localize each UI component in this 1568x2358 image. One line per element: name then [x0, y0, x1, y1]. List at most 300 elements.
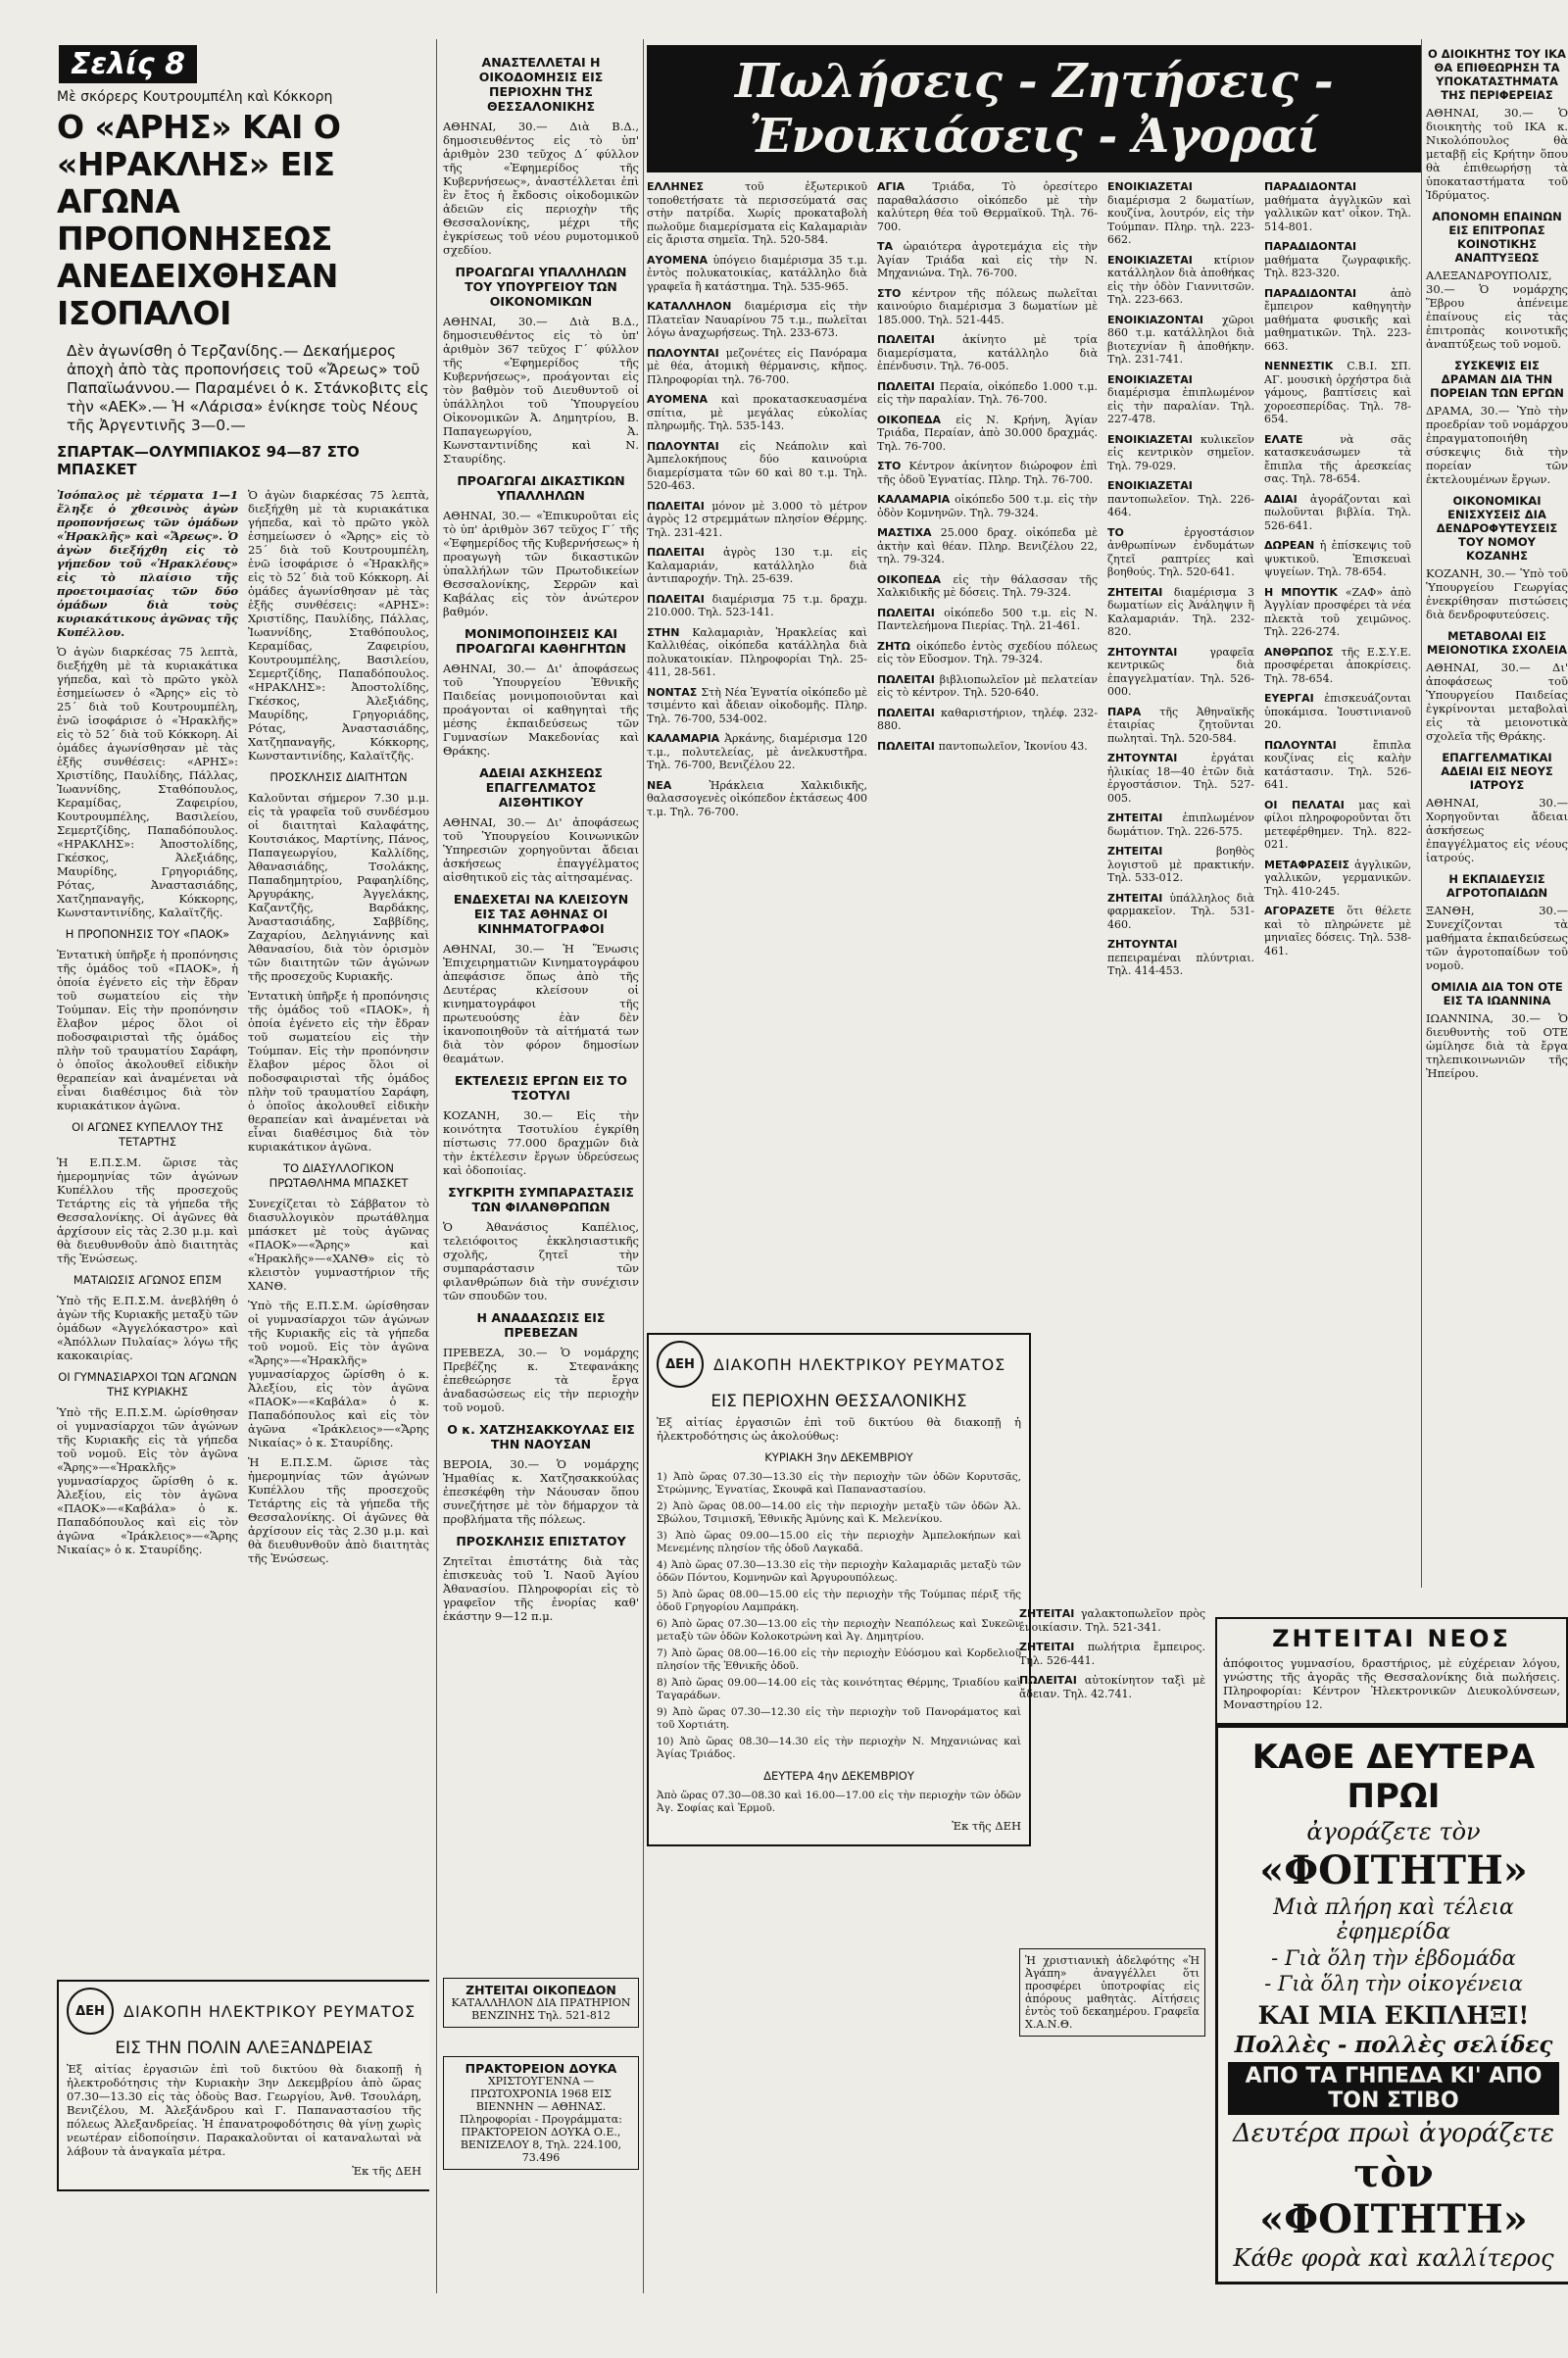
sports-body-6: Καλοῦνται σήμερον 7.30 μ.μ. εἰς τὰ γραφεῖα τοῦ συνδέσμου οἱ διαιτηταὶ Καλαφάτης, Κουτσιάκος, Μαρτίνης, Πάνος, Παπαγεωργίου, Καλλίδης, Ἀθανασιάδης, Τσολάκης, Παπαδημητρίου, Ραφαηλίδης, Ἀργυράκης, Ἀγγελάκης, Καζαντζῆς, Βαρδάκης, Ἀναστασιάδης, Σαββίδης, Ζαχαρίου, Δεληγιάννης καὶ Ἀθανασίου, διὰ τὸν ὁρισμὸν τῶν διαιτητῶν τῶν ἀγώνων τῆς προσεχοῦς Κυριακῆς. — [248, 791, 429, 983]
classified-ad — [1264, 180, 1411, 233]
classified-ad-text: κυλικεῖον εἰς κεντρικὸν σημεῖον. Τηλ. 79-029. — [1107, 432, 1254, 472]
classified-ad — [647, 732, 867, 772]
right-heading-2: ΑΠΟΝΟΜΗ ΕΠΑΙΝΩΝ ΕΙΣ ΕΠΙΤΡΟΠΑΣ ΚΟΙΝΟΤΙΚΗΣ ΑΝΑΠΤΥΞΕΩΣ — [1432, 210, 1562, 265]
news-body-9: ΠΡΕΒΕΖΑ, 30.— Ὁ νομάρχης Πρεβέζης κ. Στεφανάκης ἐπεθεώρησε τὰ ἔργα ἀναδασώσεως εἰς τὴν περιοχὴν τοῦ νομοῦ. — [443, 1346, 639, 1414]
classified-ad — [1264, 692, 1411, 732]
classified-ad — [877, 493, 1098, 519]
classified-ad-text: βιβλιοπωλεῖον μὲ πελατείαν εἰς τὸ κέντρον. Τηλ. 520-640. — [877, 672, 1098, 699]
small-notice — [1019, 1948, 1205, 2037]
classified-ad — [877, 526, 1098, 566]
news-body-6: ΑΘΗΝΑΙ, 30.— Ἡ Ἕνωσις Ἐπιχειρηματιῶν Κινηματογράφου ἀπεφάσισε ὅπως ἀπὸ τῆς Δευτέρας κλείσουν οἱ κινηματογράφοι τῆς πρωτευούσης ἐὰν δὲν ἱκανοποιηθοῦν τὰ αἰτήματά των διὰ τὸν φόρον δημοσίων θεαμάτων. — [443, 942, 639, 1065]
classified-ad-text: τῆς Ε.Σ.Υ.Ε. προσφέρεται ἀποκρίσεις. Τηλ. 78-654. — [1264, 645, 1411, 685]
deh-notice-body: Ἐξ αἰτίας ἐργασιῶν ἐπὶ τοῦ δικτύου θὰ διακοπῇ ἡ ἠλεκτροδότησις τὴν Κυριακὴν 3ην Δεκεμβρίου ἀπὸ ὥρας 07.30—13.30 εἰς τὰς ὁδοὺς Βασ. Γεωργίου, Ἀνθ. Τσουλάρη, Βενιζέλου, Μ. Ἀλεξάνδρου καὶ Γ. Παπαναστασίου τῆς πόλεως Ἀλεξανδρείας. Ἡ ἐπανατροφοδότησις θὰ γίνῃ χωρὶς νεωτέραν εἰδοποίησιν. Παρακαλοῦνται οἱ καταναλωταὶ νὰ λάβουν τὰ ἀναγκαῖα μέτρα. — [67, 2062, 421, 2158]
classified-ad — [1107, 586, 1254, 639]
classified-ad — [1264, 493, 1411, 533]
deh-notice-item: 8) Ἀπὸ ὥρας 09.00—14.00 εἰς τὰς κοινότητας Θέρμης, Τριαδίου καὶ Ταγαράδων. — [657, 1677, 1021, 1701]
classified-ad-lead: ΚΑΤΑΛΛΗΛΟΝ — [647, 300, 745, 313]
classified-ad — [1107, 433, 1254, 473]
deh-notice-subtitle: ΕΙΣ ΤΗΝ ΠΟΛΙΝ ΑΛΕΞΑΝΔΡΕΙΑΣ — [115, 2039, 373, 2058]
classified-ad-lead: ΖΗΤΕΙΤΑΙ — [1107, 845, 1217, 858]
sports-body-2b: Ἐντατικὴ ὑπῆρξε ἡ προπόνησις τῆς ὁμάδος τοῦ «ΠΑΟΚ», ἡ ὁποία ἐγένετο εἰς τὴν ἔδραν τοῦ σωματείου εἰς τὴν Τούμπαν. Εἰς τὴν προπόνησιν ἔλαβον μέρος ὅλοι οἱ ποδοσφαιρισταὶ τῆς ὁμάδος πλὴν τοῦ τραυματίου Σαράφη, ὁ ὁποῖος ἀκολουθεῖ εἰδικὴν θεραπείαν καὶ ἀναμένεται νὰ εἶναι διαθέσιμος διὰ τὸν κυριακάτικον ἀγῶνα. — [248, 989, 429, 1154]
classified-ad-lead: ΠΑΡΑΔΙΔΟΝΤΑΙ — [1264, 286, 1391, 300]
classified-ad-lead: ΣΤΟ — [877, 460, 909, 472]
classified-ad — [1264, 287, 1411, 354]
classified-ad-text: C.B.I. ΣΠ. ΑΓ. μουσικὴ ὀρχήστρα διὰ γάμους, βαπτίσεις καὶ χοροεσπερίδας. Τηλ. 78-654. — [1264, 360, 1411, 425]
classified-ad-text: ἔπιπλα κουζίνας εἰς καλὴν κατάστασιν. Τηλ. 526-641. — [1264, 738, 1411, 791]
deh-notice-item: 6) Ἀπὸ ὥρας 07.30—13.00 εἰς τὴν περιοχὴν Νεαπόλεως καὶ Συκεῶν μεταξὺ τῶν ὁδῶν Κολοκοτρώνη καὶ Ἀγ. Δημητρίου. — [657, 1618, 1021, 1643]
classified-ad — [877, 573, 1098, 600]
classified-ad-lead: Η ΜΠΟΥΤΙΚ — [1264, 585, 1346, 599]
classified-ad-lead: ΠΩΛΕΙΤΑΙ — [877, 379, 940, 393]
classified-ad-text: παντοπωλεῖον. Τηλ. 226-464. — [1107, 492, 1254, 518]
news-column — [443, 0, 639, 2358]
classifieds-column-4 — [1264, 180, 1411, 985]
classified-ad-text: ἀγρὸς 130 τ.μ. εἰς Καλαμαριάν, κατάλληλο διὰ ἀντιπαροχήν. Τηλ. 25-639. — [647, 546, 868, 585]
classified-ad-lead: ΑΥΟΜΕΝΑ — [647, 393, 721, 406]
classified-ad — [877, 607, 1098, 633]
classified-ad-lead: ΠΩΛΕΙΤΑΙ — [877, 333, 963, 346]
classified-ad-text: εἰς Νεάπολιν καὶ Ἀμπελοκήπους δύο καινούρια διαμερίσματα τῶν 60 καὶ 80 τ.μ. Τηλ. 520-463. — [647, 439, 867, 492]
classified-ad-lead: ΣΤΗΝ — [647, 625, 693, 639]
ad-foititis-line-4: Μιὰ πλήρη καὶ τέλεια ἐφημερίδα — [1273, 1895, 1514, 1944]
classified-ad-lead: ΖΗΤΕΙΤΑΙ — [1019, 1607, 1081, 1620]
classified-ad-text: πωλήτρια ἔμπειρος. Τηλ. 526-441. — [1019, 1641, 1206, 1667]
classified-ad — [877, 333, 1098, 373]
classified-ad — [1107, 845, 1254, 885]
news-heading-9: Η ΑΝΑΔΑΣΩΣΙΣ ΕΙΣ ΠΡΕΒΕΖΑΝ — [476, 1310, 606, 1340]
sports-body-left — [57, 488, 238, 1571]
news-body-8: Ὁ Ἀθανάσιος Καπέλιος, τελειόφοιτος ἐκκλησιαστικῆς σχολῆς, ζητεῖ τὴν συμπαράστασιν τῶν φιλανθρώπων διὰ τὴν συνέχισιν τῶν σπουδῶν του. — [443, 1220, 639, 1302]
classified-ad-text: αὐτοκίνητον ταξὶ μὲ ἄδειαν. Τηλ. 42.741. — [1019, 1674, 1205, 1700]
classified-ad-lead: ΑΔΙΑΙ — [1264, 492, 1310, 506]
classified-ad-lead: ΤΟ — [1107, 525, 1185, 539]
classified-ad-lead: ΜΕΤΑΦΡΑΣΕΙΣ — [1264, 858, 1355, 871]
classified-ad-text: μόνον μὲ 3.000 τὸ μέτρον ἀγρὸς 12 στρεμμάτων πλησίον Θέρμης. Τηλ. 231-421. — [647, 499, 867, 539]
classified-ad-text: ἡ ἐπίσκεψις τοῦ ψυκτικοῦ. Ἐπισκευαὶ ψυγείων. Τηλ. 78-654. — [1264, 539, 1411, 578]
classified-ad-lead: ΖΗΤΩ — [877, 639, 917, 653]
classifieds-grid — [647, 180, 1421, 985]
section-cancel: ΜΑΤΑΙΩΣΙΣ ΑΓΩΝΟΣ ΕΠΣΜ — [73, 1273, 222, 1287]
right-heading-4: ΟΙΚΟΝΟΜΙΚΑΙ ΕΝΙΣΧΥΣΕΙΣ ΔΙΑ ΔΕΝΔΡΟΦΥΤΕΥΣΕΙΣ ΤΟΥ ΝΟΜΟΥ ΚΟΖΑΝΗΣ — [1436, 494, 1558, 563]
ad-box-plot — [443, 1978, 639, 2028]
deh-notice-item: 10) Ἀπὸ ὥρας 08.30—14.30 εἰς τὴν περιοχὴν Ν. Μηχανιώνας καὶ Ἁγίας Τριάδος. — [657, 1736, 1021, 1760]
right-body-3: ΔΡΑΜΑ, 30.— Ὑπὸ τὴν προεδρίαν τοῦ νομάρχου ἐπραγματοποιήθη σύσκεψις διὰ τὴν πορείαν τῶν ἐκτελουμένων ἔργων. — [1426, 404, 1568, 486]
deh-notice-subtitle: ΕΙΣ ΠΕΡΙΟΧΗΝ ΘΕΣΣΑΛΟΝΙΚΗΣ — [710, 1392, 967, 1411]
classified-ad-lead: ΖΗΤΕΙΤΑΙ — [1107, 811, 1183, 824]
classified-ad — [877, 380, 1098, 407]
right-heading-6: ΕΠΑΓΓΕΛΜΑΤΙΚΑΙ ΑΔΕΙΑΙ ΕΙΣ ΝΕΟΥΣ ΙΑΤΡΟΥΣ — [1441, 751, 1553, 792]
ad-foititis — [1215, 1725, 1568, 2284]
ad-box-plot-body: ΚΑΤΑΛΛΗΛΟΝ ΔΙΑ ΠΡΑΤΗΡΙΟΝ ΒΕΝΖΙΝΗΣ Τηλ. 521-812 — [451, 1996, 631, 2022]
column-rule — [436, 39, 437, 2293]
sports-body-2: Ἐντατικὴ ὑπῆρξε ἡ προπόνησις τῆς ὁμάδος τοῦ «ΠΑΟΚ», ἡ ὁποία ἐγένετο εἰς τὴν ἔδραν τοῦ σωματείου εἰς τὴν Τούμπαν. Εἰς τὴν προπόνησιν ἔλαβον μέρος ὅλοι οἱ ποδοσφαιρισταὶ τῆς ὁμάδος πλὴν τοῦ τραυματίου Σαράφη, ὁ ὁποῖος ἀκολουθεῖ εἰδικὴν θεραπείαν καὶ ἀναμένεται νὰ εἶναι διαθέσιμος διὰ τὸν κυριακάτικον ἀγῶνα. — [57, 948, 238, 1112]
classified-ad — [1107, 706, 1254, 746]
deh-notice-item: 9) Ἀπὸ ὥρας 07.30—12.30 εἰς τὴν περιοχὴν τοῦ Πανοράματος καὶ τοῦ Χορτιάτη. — [657, 1706, 1021, 1731]
ad-box-travel-body: ΧΡΙΣΤΟΥΓΕΝΝΑ — ΠΡΩΤΟΧΡΟΝΙΑ 1968 ΕΙΣ ΒΙΕΝΝΗΝ — ΑΘΗΝΑΣ. Πληροφορίαι - Προγράμματα: ΠΡΑΚΤΟΡΕΙΟΝ ΔΟΥΚΑ Ο.Ε., ΒΕΝΙΖΕΛΟΥ 8, Τηλ. 224.100, 73.496 — [460, 2075, 622, 2164]
classified-ad-text: ὡραιότερα ἀγροτεμάχια εἰς τὴν Ἀγίαν Τριάδα καὶ εἰς τὴν Ν. Μηχανιώνα. Τηλ. 76-700. — [877, 240, 1098, 279]
classified-ad-lead: ΖΗΤΟΥΝΤΑΙ — [1107, 938, 1178, 951]
classified-ad-text: τοῦ ἐξωτερικοῦ τοποθετήσατε τὰ περισσεύματά σας στὴν πατρίδα. Χωρίς προκαταβολὴ πωλοῦμε διαμερίσματα εἰς Καλαμαριὰν εἰς ἄριστα σημεῖα. Τηλ. 520-584. — [647, 180, 868, 246]
classified-ad — [1264, 433, 1411, 486]
right-body-4: ΚΟΖΑΝΗ, 30.— Ὑπὸ τοῦ Ὑπουργείου Γεωργίας ἐνεκρίθησαν πιστώσεις διὰ δενδροφυτεύσεις. — [1426, 566, 1568, 621]
classifieds-banner: Πωλήσεις - Ζητήσεις - Ἐνοικιάσεις - Ἀγοραί — [647, 45, 1421, 172]
classified-ad-lead: ΕΝΟΙΚΙΑΖΕΤΑΙ — [1107, 180, 1193, 193]
classified-ad-lead: ΔΩΡΕΑΝ — [1264, 539, 1320, 552]
classified-ad-text: Ἀρκάνης, διαμέρισμα 120 τ.μ., πολυτελείας, μὲ ἀνελκυστῆρα. Τηλ. 76-700, Βενιζέλου 22. — [647, 732, 867, 771]
classified-ad — [877, 460, 1098, 486]
deh-notice-item: Ἀπὸ ὥρας 07.30—08.30 καὶ 16.00—17.00 εἰς τὴν περιοχὴν τῶν ὁδῶν Ἀγ. Σοφίας καὶ Ἑρμοῦ. — [657, 1790, 1021, 1814]
classified-ad-lead: ΤΑ — [877, 240, 904, 253]
classified-ad-lead: ΕΛΛΗΝΕΣ — [647, 180, 746, 193]
classified-ad — [877, 414, 1098, 454]
right-news-strip — [1426, 39, 1568, 1086]
classified-ad — [877, 673, 1098, 700]
news-body-1: ΑΘΗΝΑΙ, 30.— Διὰ Β.Δ., δημοσιευθέντος εἰς τὸ ὑπ' ἀριθμὸν 230 τεῦχος Δ΄ φύλλον τῆς «Ἐφημερίδος τῆς Κυβερνήσεως», ἀναστέλλεται ἐπὶ ἓν ἔτος ἡ ἔκδοσις οἰκοδομικῶν ἀδειῶν εἰς περιοχὴν τῆς Θεσσαλονίκης, μέχρι τῆς ἐγκρίσεως τοῦ νέου ρυμοτομικοῦ σχεδίου. — [443, 120, 639, 257]
sports-subhead: ΣΠΑΡΤΑΚ—ΟΛΥΜΠΙΑΚΟΣ 94—87 ΣΤΟ ΜΠΑΣΚΕΤ — [57, 443, 360, 478]
classified-ad-text: βοηθὸς λογιστοῦ μὲ πρακτικήν. Τηλ. 533-012. — [1107, 845, 1254, 884]
classified-ad-lead: ΟΙ ΠΕΛΑΤΑΙ — [1264, 798, 1359, 811]
classified-ad-text: ἀκίνητο μὲ τρία διαμερίσματα, κατάλληλο διὰ ἐπένδυσιν. Τηλ. 76-005. — [877, 333, 1098, 372]
classified-ad-text: οἰκόπεδο 500 τ.μ. εἰς τὴν ὁδὸν Κομνηνῶν. Τηλ. 79-324. — [877, 493, 1098, 519]
deh-notice-intro: Ἐξ αἰτίας ἐργασιῶν ἐπὶ τοῦ δικτύου θὰ διακοπῇ ἡ ἠλεκτροδότησις ὡς ἀκολούθως: — [657, 1415, 1021, 1443]
sports-deck: Δὲν ἀγωνίσθη ὁ Τερζανίδης.— Δεκαήμερος ἀποχὴ ἀπὸ τὰς προπονήσεις τοῦ «Ἄρεως» τοῦ Παπαϊωάννου.— Παραμένει ὁ κ. Στάνκοβιτς εἰς τὴν «ΑΕΚ».— Ἡ «Λάρισα» ἐνίκησε τοὺς Νέους τῆς Ἀργεντινῆς 3—0.— — [67, 342, 429, 434]
classified-ad-lead: ΑΝΘΡΩΠΟΣ — [1264, 645, 1342, 659]
news-body-7: ΚΟΖΑΝΗ, 30.— Εἰς τὴν κοινότητα Τσοτυλίου ἐγκρίθη πίστωσις 77.000 δραχμῶν διὰ τὴν ἐκτέλεσιν ἔργων ὑδρεύσεως καὶ ὀδοποιίας. — [443, 1108, 639, 1177]
ad-foititis-line-3: «ΦΟΙΤΗΤΗ» — [1259, 1847, 1528, 1893]
classified-ad-lead: ΖΗΤΕΙΤΑΙ — [1107, 891, 1170, 905]
classified-ad-lead: ΠΩΛΕΙΤΑΙ — [877, 739, 939, 753]
classified-ad-text: οἰκόπεδο 500 τ.μ. εἰς Ν. Παντελεήμονα Πιερίας. Τηλ. 21-461. — [877, 606, 1098, 632]
news-heading-7: ΕΚΤΕΛΕΣΙΣ ΕΡΓΩΝ ΕΙΣ ΤΟ ΤΣΟΤΥΛΙ — [455, 1073, 627, 1103]
classified-ad-text: ἀπὸ ἔμπειρον καθηγητὴν μαθήματα φυσικῆς καὶ μαθηματικῶν. Τηλ. 223-663. — [1264, 286, 1411, 353]
classified-ad-lead: ΖΗΤΟΥΝΤΑΙ — [1107, 645, 1210, 659]
classifieds-column-5 — [1019, 1607, 1205, 1707]
ad-foititis-line-2: ἀγοράζετε τὸν — [1306, 1818, 1481, 1845]
classified-ad-lead: ΠΑΡΑΔΙΔΟΝΤΑΙ — [1264, 180, 1357, 193]
classified-ad-lead: ΑΥΟΜΕΝΑ — [647, 253, 713, 267]
classifieds-column-2 — [877, 180, 1098, 985]
classified-ad-text: Καλαμαριὰν, Ἡρακλείας καὶ Καλλιθέας, οἰκόπεδα κατάλληλα διὰ πολυκατοικίαν. Πληροφορίαι Τηλ. 25-411, 28-561. — [647, 625, 867, 678]
news-heading-6: ΕΝΔΕΧΕΤΑΙ ΝΑ ΚΛΕΙΣΟΥΝ ΕΙΣ ΤΑΣ ΑΘΗΝΑΣ ΟΙ ΚΙΝΗΜΑΤΟΓΡΑΦΟΙ — [453, 892, 629, 936]
classified-ad-text: διαμέρισμα ἐπιπλωμένον εἰς τὴν παραλίαν. Τηλ. 227-478. — [1107, 386, 1254, 425]
classifieds-column-1 — [647, 180, 867, 985]
classified-ad — [1264, 799, 1411, 852]
news-heading-2: ΠΡΟΑΓΩΓΑΙ ΥΠΑΛΛΗΛΩΝ ΤΟΥ ΥΠΟΥΡΓΕΙΟΥ ΤΩΝ ΟΙΚΟΝΟΜΙΚΩΝ — [455, 265, 627, 309]
classified-ad-lead: ΠΩΛΕΙΤΑΙ — [877, 706, 942, 719]
classified-ad-text: μαθήματα ἀγγλικῶν καὶ γαλλικῶν κατ' οἶκον. Τηλ. 514-801. — [1264, 193, 1411, 233]
classified-ad — [1264, 586, 1411, 639]
news-body-3: ΑΘΗΝΑΙ, 30.— «Ἐπικυροῦται εἰς τὸ ὑπ' ἀριθμὸν 367 τεῦχος Γ΄ τῆς «Ἐφημερίδος τῆς Κυβερνήσεως» ἡ προαγωγὴ τῶν δικαστικῶν ὑπαλλήλων τῶν Πρωτοδικείων Θεσσαλονίκης, Σερρῶν καὶ Καβάλας εἰς τὸν ἀνώτερον βαθμόν. — [443, 509, 639, 618]
classified-ad-text: καθαριστήριον, τηλέφ. 232-880. — [877, 706, 1098, 732]
classified-ad-text: χῶροι 860 τ.μ. κατάλληλοι διὰ βιοτεχνίαν ἢ ἀποθήκην. Τηλ. 231-741. — [1107, 313, 1254, 366]
classified-ad-text: γραφεῖα κεντρικῶς διὰ ἐπαγγελματίαν. Τηλ. 526-000. — [1107, 645, 1254, 698]
right-body-5: ΑΘΗΝΑΙ, 30.— Δι' ἀποφάσεως τοῦ Ὑπουργείου Παιδείας ἐγκρίνονται μεταβολαὶ εἰς τὰ μειονοτικὰ σχολεῖα τῆς Θράκης. — [1426, 661, 1568, 743]
classified-ad-lead: ΠΩΛΟΥΝΤΑΙ — [647, 346, 726, 360]
classifieds-column-3 — [1107, 180, 1254, 985]
classified-ad-text: μας καὶ φίλοι πληροφοροῦνται ὅτι μετεφέρθημεν. Τηλ. 822-021. — [1264, 798, 1411, 851]
classified-ad-text: οἰκόπεδο ἐντὸς σχεδίου πόλεως εἰς τὸν Εὔοσμον. Τηλ. 79-324. — [877, 639, 1099, 665]
classified-ad-text: εἰς τὴν θάλασσαν τῆς Χαλκιδικῆς μὲ δόσεις. Τηλ. 79-324. — [877, 572, 1098, 599]
classified-ad-lead: ΑΓΙΑ — [877, 180, 933, 193]
classified-ad-text: κτίριον κατάλληλον διὰ ἀποθήκας εἰς τὴν ὁδὸν Γιαννιτσῶν. Τηλ. 223-663. — [1107, 253, 1254, 306]
classified-ad — [647, 347, 867, 387]
classified-ad-lead: ΑΓΟΡΑΖΕΤΕ — [1264, 905, 1348, 917]
right-body-1: ΑΘΗΝΑΙ, 30.— Ὁ διοικητὴς τοῦ ΙΚΑ κ. Νικολόπουλος θὰ μεταβῇ εἰς Κρήτην ὅπου θὰ ἐπιθεωρήσῃ τὰ ὑποκαταστήματα τοῦ Ἱδρύματος. — [1426, 106, 1568, 202]
classified-ad — [1107, 811, 1254, 838]
news-heading-4: ΜΟΝΙΜΟΠΟΙΗΣΕΙΣ ΚΑΙ ΠΡΟΑΓΩΓΑΙ ΚΑΘΗΓΗΤΩΝ — [456, 626, 626, 656]
news-body-5: ΑΘΗΝΑΙ, 30.— Δι' ἀποφάσεως τοῦ Ὑπουργείου Κοινωνικῶν Ὑπηρεσιῶν χορηγοῦνται ἄδειαι ἀσκήσεως ἐπαγγέλματος αἰσθητικοῦ εἰς τὰς αἰτησαμένας. — [443, 815, 639, 884]
sports-body-7: Συνεχίζεται τὸ Σάββατον τὸ διασυλλογικὸν πρωτάθλημα μπάσκετ μὲ τοὺς ἀγῶνας «ΠΑΟΚ»—«Ἄρης» καὶ «Ἡρακλῆς»—«ΧΑΝΘ» εἰς τὸ κλειστὸν γυμναστήριον τῆς ΧΑΝΘ. — [248, 1197, 429, 1293]
classified-ad — [647, 393, 867, 433]
classified-ad-text: ὅτι θέλετε καὶ τὸ πληρώνετε μὲ μηνιαῖες δόσεις. Τηλ. 538-461. — [1264, 905, 1411, 958]
classified-ad — [1264, 539, 1411, 579]
deh-notice-item: 2) Ἀπὸ ὥρας 08.00—14.00 εἰς τὴν περιοχὴν μεταξὺ τῶν ὁδῶν Ἀλ. Σβώλου, Τσιμισκῆ, Ἐθνικῆς Ἀμύνης καὶ Κ. Μελενίκου. — [657, 1500, 1021, 1525]
classified-ad — [1107, 373, 1254, 426]
classified-ad-text: 25.000 δραχ. οἰκόπεδα μὲ ἀκτὴν καὶ θέαν. Πληρ. Βενιζέλου 22, τηλ. 79-324. — [877, 526, 1098, 565]
classified-ad-lead: ΝΕΑ — [647, 778, 710, 792]
classified-ad-text: κέντρον τῆς πόλεως πωλεῖται καινούριο διαμέρισμα 3 δωματίων μὲ 185.000. Τηλ. 521-445. — [877, 286, 1098, 326]
ad-foititis-line-6: ΚΑΙ ΜΙΑ ΕΚΠΛΗΞΙ! — [1257, 2001, 1530, 2030]
right-heading-5: ΜΕΤΑΒΟΛΑΙ ΕΙΣ ΜΕΙΟΝΟΤΙΚΑ ΣΧΟΛΕΙΑ — [1426, 629, 1568, 657]
classified-ad-text: γαλακτοπωλεῖον πρὸς ἐνοικίασιν. Τηλ. 521-341. — [1019, 1607, 1205, 1634]
classified-ad-lead: ΟΙΚΟΠΕΔΑ — [877, 413, 956, 426]
section-cup: ΟΙ ΑΓΩΝΕΣ ΚΥΠΕΛΛΟΥ ΤΗΣ ΤΕΤΑΡΤΗΣ — [72, 1120, 223, 1149]
classified-ad-lead: ΣΤΟ — [877, 286, 912, 300]
sports-body-4: Ὑπὸ τῆς Ε.Π.Σ.Μ. ἀνεβλήθη ὁ ἀγὼν τῆς Κυριακῆς μεταξὺ τῶν ὁμάδων «Ἀγγελόκαστρο» καὶ «Ἀπόλλων Πυλαίας» λόγω τῆς κακοκαιρίας. — [57, 1294, 238, 1362]
classified-ad-text: ἐπισκευάζονται ὑποκάμισα. Ἰουστινιανοῦ 20. — [1264, 692, 1411, 731]
classified-ad-text: «ΖΑΦ» ἀπὸ Ἀγγλίαν προσφέρει τὰ νέα πλεκτὰ τοῦ χειμῶνος. Τηλ. 226-274. — [1264, 585, 1411, 638]
classified-ad-lead: ΖΗΤΕΙΤΑΙ — [1107, 585, 1174, 599]
classified-ad — [1107, 254, 1254, 307]
classified-ad — [1107, 938, 1254, 978]
classified-ad — [647, 779, 867, 819]
classified-ad-text: διαμέρισμα 2 δωματίων, κουζίνα, λουτρόν, εἰς τὴν Τούμπαν. Πληρ. τηλ. 223-662. — [1107, 193, 1254, 246]
classified-ad-text: Στὴ Νέα Ἐγνατία οἰκόπεδο μὲ τσιμέντο καὶ ἄδειαν οἰκοδομῆς. Πληρ. Τηλ. 76-700, 534-002. — [647, 685, 868, 725]
classified-ad — [1107, 526, 1254, 579]
classified-ad — [1107, 479, 1254, 519]
classified-ad — [877, 740, 1098, 754]
ad-zitei-neos-body: ἀπόφοιτος γυμνασίου, δραστήριος, μὲ εὐχέρειαν λόγου, γνώστης τῆς ἀγορᾶς τῆς Θεσσαλονίκης διὰ πωλήσεις. Πληροφορίαι: Κέντρον Ἠλεκτρονικῶν Διευκολύνσεων, Μοναστηρίου 12. — [1223, 1656, 1560, 1711]
right-heading-8: ΟΜΙΛΙΑ ΔΙΑ ΤΟΝ ΟΤΕ ΕΙΣ ΤΑ ΙΩΑΝΝΙΝΑ — [1431, 980, 1563, 1007]
classified-ad — [647, 440, 867, 493]
classified-ad — [1107, 314, 1254, 367]
classified-ad-lead: ΝΟΝΤΑΣ — [647, 685, 702, 699]
classified-ad — [877, 707, 1098, 733]
classified-ad — [647, 686, 867, 726]
small-notice-block — [1019, 1940, 1205, 2044]
classified-ad-lead: ΠΩΛΕΙΤΑΙ — [1019, 1674, 1085, 1687]
classified-ad — [647, 300, 867, 340]
classified-ad-text: νὰ σᾶς κατασκευάσωμεν τὰ ἔπιπλα τῆς ἀρεσκείας σας. Τηλ. 78-654. — [1264, 432, 1411, 485]
classified-ad — [1264, 360, 1411, 426]
classified-ad-lead: ΕΥΕΡΓΑΙ — [1264, 692, 1325, 705]
classified-ad-lead: ΠΩΛΕΙΤΑΙ — [647, 546, 723, 559]
classified-ad-text: Τριάδα, Τὸ ὀρεσίτερο παραθαλάσσιο οἰκόπεδο μὲ τὴν καλύτερη θέα τοῦ Θερμαϊκοῦ. Τηλ. 76-700. — [877, 180, 1098, 233]
classified-ad-lead: ΖΗΤΟΥΝΤΑΙ — [1107, 752, 1211, 764]
classified-ad-text: εἰς Ν. Κρήνη, Ἁγίαν Τριάδα, Περαίαν, ἀπὸ 30.000 δραχμάς. Τηλ. 76-700. — [877, 413, 1098, 453]
classified-ad-lead: ΠΩΛΟΥΝΤΑΙ — [647, 439, 740, 453]
right-heading-1: Ο ΔΙΟΙΚΗΤΗΣ ΤΟΥ ΙΚΑ ΘΑ ΕΠΙΘΕΩΡΗΣΗ ΤΑ ΥΠΟΚΑΤΑΣΤΗΜΑΤΑ ΤΗΣ ΠΕΡΙΦΕΡΕΙΑΣ — [1428, 47, 1566, 102]
classified-ad-lead: ΠΑΡΑΔΙΔΟΝΤΑΙ — [1264, 240, 1357, 253]
sports-body-5b: Ὑπὸ τῆς Ε.Π.Σ.Μ. ὡρίσθησαν οἱ γυμνασίαρχοι τῶν ἀγώνων τῆς Κυριακῆς εἰς τὰ γήπεδα τοῦ νομοῦ. Εἰς τὸν ἀγῶνα «Ἄρης»—«Ἡρακλῆς» γυμνασίαρχος ὥρίσθη ὁ κ. Ἀλεξίου, εἰς τὸν ἀγῶνα «ΠΑΟΚ»—«Καβάλα» ὁ κ. Παπαδόπουλος καὶ εἰς τὸν ἀγῶνα «Ἰράκλειος»—«Ἄρης Νικαίας» ὁ κ. Σταυρίδης. — [248, 1299, 429, 1449]
ad-foititis-line-9: Δευτέρα πρωὶ ἀγοράζετε — [1233, 2119, 1554, 2148]
classified-ad-text: μαθήματα ζωγραφικῆς. Τηλ. 823-320. — [1264, 253, 1411, 279]
deh-notice-title: ΔΙΑΚΟΠΗ ΗΛΕΚΤΡΙΚΟΥ ΡΕΥΜΑΤΟΣ — [123, 2001, 416, 2021]
right-heading-7: Η ΕΚΠΑΙΔΕΥΣΙΣ ΑΓΡΟΤΟΠΑΙΔΩΝ — [1446, 872, 1548, 900]
section-paok: Η ΠΡΟΠΟΝΗΣΙΣ ΤΟΥ «ΠΑΟΚ» — [65, 927, 230, 941]
sports-headline: Ο «ΑΡΗΣ» ΚΑΙ Ο «ΗΡΑΚΛΗΣ» ΕΙΣ ΑΓΩΝΑ ΠΡΟΠΟΝΗΣΕΩΣ ΑΝΕΔΕΙΧΘΗΣΑΝ ΙΣΟΠΑΛΟΙ — [57, 108, 341, 332]
classified-ad — [647, 546, 867, 586]
section-basket: ΤΟ ΔΙΑΣΥΛΛΟΓΙΚΟΝ ΠΡΩΤΑΘΛΗΜΑ ΜΠΑΣΚΕΤ — [269, 1161, 409, 1190]
news-heading-11: ΠΡΟΣΚΛΗΣΙΣ ΕΠΙΣΤΑΤΟΥ — [456, 1534, 626, 1548]
column-rule — [643, 39, 644, 2293]
deh-notice-item: 5) Ἀπὸ ὥρας 08.00—15.00 εἰς τὴν περιοχὴν τῆς Τούμπας πέριξ τῆς ὁδοῦ Γρηγορίου Λαμπράκη. — [657, 1589, 1021, 1613]
classified-ad-text: ἐπιπλωμένον δωμάτιον. Τηλ. 226-575. — [1107, 811, 1254, 838]
classified-ad-lead: ΝΕΝΝΕΣΤΙΚ — [1264, 360, 1348, 372]
classified-ad — [647, 254, 867, 294]
sports-body-5: Ὑπὸ τῆς Ε.Π.Σ.Μ. ὡρίσθησαν οἱ γυμνασίαρχοι τῶν ἀγώνων τῆς Κυριακῆς εἰς τὰ γήπεδα τοῦ νομοῦ. Εἰς τὸν ἀγῶνα «Ἄρης»—«Ἡρακλῆς» γυμνασίαρχος ὥρίσθη ὁ κ. Ἀλεξίου, εἰς τὸν ἀγῶνα «ΠΑΟΚ»—«Καβάλα» ὁ κ. Παπαδόπουλος καὶ εἰς τὸν ἀγῶνα «Ἰράκλειος»—«Ἄρης Νικαίας» ὁ κ. Σταυρίδης. — [57, 1405, 238, 1556]
classified-ad-text: Κέντρον ἀκίνητον διώροφον ἐπὶ τῆς ὁδοῦ Ἐγνατίας. Πληρ. Τηλ. 76-700. — [877, 460, 1098, 486]
classified-ad-text: ἐργοστάσιον ἀνθρωπίνων ἐνδυμάτων ζητεῖ ραπτρίες καὶ βοηθούς. Τηλ. 520-641. — [1107, 525, 1254, 578]
classified-ad — [647, 593, 867, 619]
classified-ad-lead: ΕΝΟΙΚΙΑΖΕΤΑΙ — [1107, 432, 1200, 446]
classified-ad-lead: ΟΙΚΟΠΕΔΑ — [877, 572, 954, 586]
classified-ad-text: διαμέρισμα 75 τ.μ. δραχμ. 210.000. Τηλ. 523-141. — [647, 592, 867, 618]
right-heading-3: ΣΥΣΚΕΨΙΣ ΕΙΣ ΔΡΑΜΑΝ ΔΙΑ ΤΗΝ ΠΟΡΕΙΑΝ ΤΩΝ ΕΡΓΩΝ — [1430, 359, 1564, 400]
sports-lead: Ἰσόπαλος μὲ τέρματα 1—1 ἔληξε ὁ χθεσινὸς ἀγὼν προπονήσεως τῶν ὁμάδων «Ἡρακλῆς» καὶ «Ἄρεως». Ὁ ἀγὼν διεξήχθη εἰς τὸ γήπεδον τοῦ «Ἡρακλέους» εἰς τὸ πλαίσιο τῆς προετοιμασίας τῶν δύο ὁμάδων διὰ τοὺς κυριακάτικους ἀγῶνας τῆς Κυπέλλου. — [57, 488, 238, 639]
classified-ad — [647, 500, 867, 540]
ad-foititis-line-7: Πολλὲς - πολλὲς σελίδες — [1234, 2032, 1553, 2058]
sports-column — [57, 0, 429, 2311]
deh-notice-list — [657, 1471, 1021, 1761]
column-rule — [1421, 39, 1422, 1588]
deh-notice-day-1: ΚΥΡΙΑΚΗ 3ην ΔΕΚΕΜΒΡΙΟΥ — [764, 1450, 913, 1464]
deh-notice-title: ΔΙΑΚΟΠΗ ΗΛΕΚΤΡΙΚΟΥ ΡΕΥΜΑΤΟΣ — [713, 1354, 1006, 1374]
classified-ad-text: ἀγοράζονται καὶ πωλοῦνται βιβλία. Τηλ. 526-641. — [1264, 492, 1411, 532]
deh-notice-day-2: ΔΕΥΤΕΡΑ 4ην ΔΕΚΕΜΒΡΙΟΥ — [763, 1769, 914, 1783]
news-body-4: ΑΘΗΝΑΙ, 30.— Δι' ἀποφάσεως τοῦ Ὑπουργείου Ἐθνικῆς Παιδείας μονιμοποιοῦνται καὶ προάγονται οἱ καθηγηταὶ τῆς μέσης ἐκπαιδεύσεως τῶν Γυμνασίων Μακεδονίας καὶ Θράκης. — [443, 662, 639, 758]
ad-foititis-line-5b: - Γιὰ ὅλη τὴν οἰκογένεια — [1264, 1972, 1523, 1995]
classified-ad-text: ὑπάλληλος διὰ φαρμακεῖον. Τηλ. 531-460. — [1107, 891, 1255, 931]
news-heading-5: ΑΔΕΙΑΙ ΑΣΚΗΣΕΩΣ ΕΠΑΓΓΕΛΜΑΤΟΣ ΑΙΣΘΗΤΙΚΟΥ — [479, 765, 603, 810]
ad-foititis-line-10: τὸν «ΦΟΙΤΗΤΗ» — [1259, 2150, 1528, 2242]
right-body-8: ΙΩΑΝΝΙΝΑ, 30.— Ὁ διευθυντὴς τοῦ ΟΤΕ ὡμίλησε διὰ τὰ ἔργα τηλεπικοινωνιῶν τῆς Ἠπείρου. — [1426, 1011, 1568, 1080]
classified-ad-lead: ΕΝΟΙΚΙΑΖΕΤΑΙ — [1107, 479, 1193, 492]
classified-ad-text: τῆς Ἀθηναϊκῆς ἐταιρίας ζητοῦνται πωληταὶ. Τηλ. 520-584. — [1107, 705, 1255, 745]
classified-ad — [1107, 752, 1254, 805]
ad-zitei-neos-title: ΖΗΤΕΙΤΑΙ ΝΕΟΣ — [1272, 1625, 1511, 1652]
classified-ad-lead: ΕΝΟΙΚΙΑΖΕΤΑΙ — [1107, 372, 1193, 386]
classified-ad-text: καὶ προκατασκευασμένα σπίτια, μὲ μεγάλας εὐκολίας πληρωμῆς. Τηλ. 535-143. — [647, 393, 868, 432]
classified-ad-lead: ΚΑΛΑΜΑΡΙΑ — [877, 493, 956, 506]
ad-foititis-line-5a: - Γιὰ ὅλη τὴν ἑβδομάδα — [1271, 1946, 1516, 1970]
classified-ad — [877, 180, 1098, 233]
classified-ad — [877, 240, 1098, 280]
deh-logo-icon: ΔΕΗ — [67, 1988, 114, 2035]
classified-ad-text: μεζονέτες εἰς Πανόραμα μὲ θέα, ἀτομικὴ θέρμανσις, κῆπος. Πληροφορίαι τηλ. 76-700. — [647, 346, 867, 386]
classified-ad-lead: ΠΩΛΟΥΝΤΑΙ — [1264, 738, 1373, 752]
classified-ad — [1019, 1641, 1205, 1667]
classified-ad-lead: ΖΗΤΕΙΤΑΙ — [1019, 1641, 1088, 1653]
classified-ad — [647, 626, 867, 679]
sports-body-columns — [57, 488, 429, 1571]
ad-foititis-line-8: ΑΠΟ ΤΑ ΓΗΠΕΔΑ ΚΙ' ΑΠΟ ΤΟΝ ΣΤΙΒΟ — [1228, 2062, 1559, 2115]
classified-ad — [1019, 1607, 1205, 1634]
deh-notice-thessaloniki — [647, 1333, 1031, 1846]
ad-box-plot-title: ΖΗΤΕΙΤΑΙ ΟΙΚΟΠΕΔΟΝ — [466, 1983, 616, 1997]
classified-ad-lead: ΜΑΣΤΙΧΑ — [877, 526, 941, 539]
deh-notice-footer: Ἐκ τῆς ΔΕΗ — [952, 1819, 1021, 1833]
classified-ad-text: διαμέρισμα εἰς τὴν Πλατεῖαν Ναυαρίνου 75 τ.μ., πωλεῖται λόγω ἀναχωρήσεως. Τηλ. 233-673. — [647, 300, 868, 339]
classified-ad-lead: ΠΑΡΑ — [1107, 705, 1160, 718]
sports-body-3: Ἡ Ε.Π.Σ.Μ. ὥρισε τὰς ἡμερομηνίας τῶν ἀγώνων Κυπέλλου τῆς προσεχοῦς Τετάρτης εἰς τὰ γήπεδα τῆς Θεσσαλονίκης. Οἱ ἀγῶνες θὰ ἀρχίσουν εἰς τὰς 2.30 μ.μ. καὶ θὰ διευθυνθοῦν ἀπὸ διαιτητὰς τῆς Ἑνώσεως. — [57, 1155, 238, 1265]
news-heading-3: ΠΡΟΑΓΩΓΑΙ ΔΙΚΑΣΤΙΚΩΝ ΥΠΑΛΛΗΛΩΝ — [457, 473, 625, 503]
classified-ad — [1264, 646, 1411, 686]
ad-box-travel-title: ΠΡΑΚΤΟΡΕΙΟΝ ΔΟΥΚΑ — [465, 2061, 617, 2076]
sports-body-right — [248, 488, 429, 1571]
classified-ad — [1264, 739, 1411, 792]
classified-ad-lead: ΚΑΛΑΜΑΡΙΑ — [647, 732, 725, 745]
page-number-banner: Σελίς 8 — [59, 45, 197, 83]
ads-right-block — [1215, 1607, 1568, 1735]
classified-ad — [877, 640, 1098, 666]
classified-ad-lead: ΠΩΛΕΙΤΑΙ — [877, 672, 940, 686]
classified-ad — [647, 180, 867, 247]
section-referees: ΠΡΟΣΚΛΗΣΙΣ ΔΙΑΙΤΗΤΩΝ — [270, 770, 408, 784]
classified-ad-lead: ΠΩΛΕΙΤΑΙ — [647, 592, 712, 606]
sports-body-1b: Ὁ ἀγὼν διαρκέσας 75 λεπτὰ, διεξήχθη μὲ τὰ κυριακάτικα γήπεδα, καὶ τὸ πρῶτο γκὸλ ἐσημείωσεν ὁ «Ἄρης» εἰς τὸ 25΄ διὰ τοῦ Κουτρουμπέλη, ἐνῶ ἰσοφάρισε ὁ «Ἡρακλῆς» εἰς τὸ 52΄ διὰ τοῦ Κόκκορη. Αἱ ὁμάδες ἀγωνίσθησαν μὲ τὰς ἑξῆς συνθέσεις: «ΑΡΗΣ»: Χριστίδης, Παυλίδης, Πάλλας, Ἰωαννίδης, Σταθόπουλος, Κεραμίδας, Ζαφειρίου, Κουτρουμπέλης, Βασιλείου, Σεμερτζίδης, Παπαδόπουλος. «ΗΡΑΚΛΗΣ»: Ἀποστολίδης, Γκέσκος, Ἀλεξιάδης, Μαυρίδης, Γρηγοριάδης, Ρότας, Ἀναστασιάδης, Χατζηπαναγῆς, Κόκκορης, Κωνσταντινίδης, Καλαϊτζῆς. — [248, 488, 429, 762]
classified-ad — [1019, 1674, 1205, 1700]
classified-ad — [1107, 646, 1254, 699]
news-heading-8: ΣΥΓΚΡΙΤΗ ΣΥΜΠΑΡΑΣΤΑΣΙΣ ΤΩΝ ΦΙΛΑΝΘΡΩΠΩΝ — [448, 1185, 634, 1214]
deh-logo-icon: ΔΕΗ — [657, 1341, 704, 1388]
classified-ad-text: παντοπωλεῖον, Ἰκονίου 43. — [938, 739, 1088, 753]
ad-foititis-line-11: Κάθε φορὰ καὶ καλλίτερος — [1233, 2244, 1554, 2272]
deh-notice-alexandreia — [57, 1980, 429, 2191]
news-body-11: Ζητεῖται ἐπιστάτης διὰ τὰς ἐπισκευὰς τοῦ Ἱ. Ναοῦ Ἁγίου Ἀθανασίου. Πληροφορίαι εἰς τὸ γραφεῖον τῆς ἐνορίας καθ' ἑκάστην 9—12 π.μ. — [443, 1554, 639, 1623]
classified-ad-lead: ΕΝΟΙΚΙΑΖΕΤΑΙ — [1107, 253, 1214, 267]
classified-ad-text: Περαία, οἰκόπεδο 1.000 τ.μ. εἰς τὴν παραλίαν. Τηλ. 76-700. — [877, 379, 1098, 406]
deh-notice-list-2 — [657, 1790, 1021, 1815]
deh-notice-item: 7) Ἀπὸ ὥρας 08.00—16.00 εἰς τὴν περιοχὴν Εὐόσμου καὶ Κορδελιοῦ πλησίον τῆς Ἐθνικῆς ὁδοῦ. — [657, 1647, 1021, 1672]
classified-ad-text: ἀγγλικῶν, γαλλικῶν, γερμανικῶν. Τηλ. 410-245. — [1264, 858, 1411, 898]
classified-ad-text: ἐργάται ἠλικίας 18—40 ἐτῶν διὰ ἐργοστάσιον. Τηλ. 527-005. — [1107, 752, 1254, 805]
classified-ad — [1107, 180, 1254, 247]
news-heading-1: ΑΝΑΣΤΕΛΛΕΤΑΙ Η ΟΙΚΟΔΟΜΗΣΙΣ ΕΙΣ ΠΕΡΙΟΧΗΝ ΤΗΣ ΘΕΣΣΑΛΟΝΙΚΗΣ — [478, 55, 604, 114]
sports-body-1: Ὁ ἀγὼν διαρκέσας 75 λεπτὰ, διεξήχθη μὲ τὰ κυριακάτικα γήπεδα, καὶ τὸ πρῶτο γκὸλ ἐσημείωσεν ὁ «Ἄρης» εἰς τὸ 25΄ διὰ τοῦ Κουτρουμπέλη, ἐνῶ ἰσοφάρισε ὁ «Ἡρακλῆς» εἰς τὸ 52΄ διὰ τοῦ Κόκκορη. Αἱ ὁμάδες ἀγωνίσθησαν μὲ τὰς ἑξῆς συνθέσεις: «ΑΡΗΣ»: Χριστίδης, Παυλίδης, Πάλλας, Ἰωαννίδης, Σταθόπουλος, Κεραμίδας, Ζαφειρίου, Κουτρουμπέλης, Βασιλείου, Σεμερτζίδης, Παπαδόπουλος. «ΗΡΑΚΛΗΣ»: Ἀποστολίδης, Γκέσκος, Ἀλεξιάδης, Μαυρίδης, Γρηγοριάδης, Ρότας, Ἀναστασιάδης, Χατζηπαναγῆς, Κόκκορης, Κωνσταντινίδης, Καλαϊτζῆς. — [57, 645, 238, 919]
ad-zitei-neos — [1215, 1617, 1568, 1725]
classified-ad — [1264, 859, 1411, 899]
classified-ad — [1107, 892, 1254, 932]
classified-ad — [1264, 240, 1411, 280]
classified-ad-lead: ΠΩΛΕΙΤΑΙ — [877, 606, 945, 619]
sports-body-3b: Ἡ Ε.Π.Σ.Μ. ὥρισε τὰς ἡμερομηνίας τῶν ἀγώνων Κυπέλλου τῆς προσεχοῦς Τετάρτης εἰς τὰ γήπεδα τῆς Θεσσαλονίκης. Οἱ ἀγῶνες θὰ ἀρχίσουν εἰς τὰς 2.30 μ.μ. καὶ θὰ διευθυνθοῦν ἀπὸ διαιτητὰς τῆς Ἑνώσεως. — [248, 1455, 429, 1565]
classified-ad-text: πεπειραμέναι πλύντριαι. Τηλ. 414-453. — [1107, 951, 1254, 977]
right-body-6: ΑΘΗΝΑΙ, 30.— Χορηγοῦνται ἄδειαι ἀσκήσεως ἐπαγγέλματος εἰς νέους ἰατρούς. — [1426, 796, 1568, 864]
ad-foititis-line-1: ΚΑΘΕ ΔΕΥΤΕΡΑ ΠΡΩΙ — [1251, 1738, 1536, 1816]
classified-ad-lead: ΕΝΟΙΚΙΑΖΟΝΤΑΙ — [1107, 313, 1222, 326]
classified-ad-text: ὑπόγειο διαμέρισμα 35 τ.μ. ἐντὸς πολυκατοικίας, κατάλληλο διὰ γραφεῖα ἢ κατάστημα. Τηλ. 535-965. — [647, 253, 867, 293]
classified-ad-text: διαμέρισμα 3 δωματίων εἰς Ἀνάληψιν ἢ Καλαμαριάν. Τηλ. 232-820. — [1107, 585, 1254, 638]
classified-ad-text: Ἠράκλεια Χαλκιδικῆς, θαλασσογενὲς οἰκόπεδον ἑκτάσεως 400 τ.μ. Τηλ. 76-700. — [647, 778, 867, 818]
classified-ad-lead: ΕΛΑΤΕ — [1264, 432, 1341, 446]
deh-notice-item: 1) Ἀπὸ ὥρας 07.30—13.30 εἰς τὴν περιοχὴν τῶν ὁδῶν Κορυτσᾶς, Στρώμνης, Ἐγνατίας, Σκουφᾶ καὶ Παπαναστασίου. — [657, 1471, 1021, 1496]
deh-notice-item: 4) Ἀπὸ ὥρας 07.30—13.30 εἰς τὴν περιοχὴν Καλαμαριᾶς μεταξὺ τῶν ὁδῶν Πόντου, Κομνηνῶν καὶ Ἀργυρουπόλεως. — [657, 1559, 1021, 1584]
news-body-2: ΑΘΗΝΑΙ, 30.— Διὰ Β.Δ., δημοσιευθέντος εἰς τὸ ὑπ' ἀριθμὸν 367 τεῦχος Γ΄ φύλλον τῆς «Ἐφημερίδος τῆς Κυβερνήσεως», προάγονται εἰς τὸν βαθμὸν τοῦ Διευθυντοῦ οἱ ὑπάλληλοι τοῦ Ὑπουργείου Οἰκονομικῶν Ἀ. Δημητρίου, Β. Παπαγεωργίου, Ἀ. Κωνσταντινίδης καὶ Ν. Σταυρίδης. — [443, 315, 639, 466]
section-gym: ΟΙ ΓΥΜΝΑΣΙΑΡΧΟΙ ΤΩΝ ΑΓΩΝΩΝ ΤΗΣ ΚΥΡΙΑΚΗΣ — [58, 1370, 237, 1399]
deh-notice-footer: Ἐκ τῆς ΔΕΗ — [352, 2164, 421, 2178]
right-body-7: ΞΑΝΘΗ, 30.— Συνεχίζονται τὰ μαθήματα ἐκπαιδεύσεως τῶν ἀγροτοπαίδων τοῦ νομοῦ. — [1426, 904, 1568, 972]
